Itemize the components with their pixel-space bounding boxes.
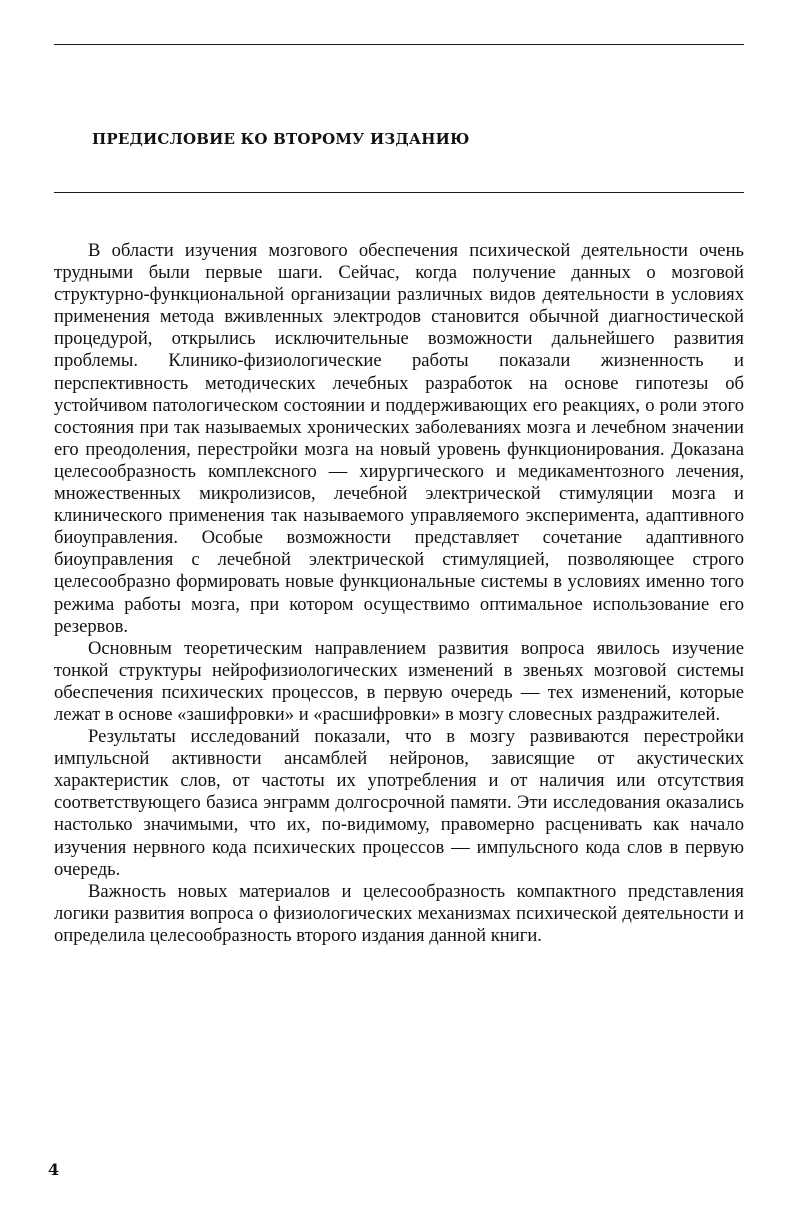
paragraph-2: Основным теоретическим направлением развития вопроса явилось изучение тонкой структуры нейрофизиологических изменений в звеньях мозговой системы обеспечения психических процессов, в первую очередь — тех изменений, которые лежат в основе «зашифровки» и «расшифровки» в мозгу словесных раздражителей. [54,637,744,725]
heading-rule [54,192,744,193]
section-heading: ПРЕДИСЛОВИЕ КО ВТОРОМУ ИЗДАНИЮ [92,130,470,148]
body-text [54,240,744,947]
paragraph-3: Результаты исследований показали, что в мозгу развиваются перестройки импульсной активности ансамблей нейронов, зависящие от акустических характеристик слов, от частоты их употребления и от наличия или отсутствия соответствующего базиса энграмм долгосрочной памяти. Эти исследования оказались настолько значимыми, что их, по-видимому, правомерно расценивать как начало изучения нервного кода психических процессов — импульсного кода слов в первую очередь. [54,726,744,880]
paragraph-1: В области изучения мозгового обеспечения психической деятельности очень трудными были первые шаги. Сейчас, когда получение данных о мозговой структурно-функциональной организации различных видов деятельности в условиях применения метода вживленных электродов становится обычной диагностической процедурой, открылись исключительные возможности дальнейшего развития проблемы. Клинико-физиологические работы показали жизненность и перспективность методических лечебных разработок на основе гипотезы об устойчивом патологическом состоянии и поддерживающих его реакциях, о роли этого состояния при так называемых хронических заболеваниях мозга и лечебном значении его преодоления, перестройки мозга на новый уровень функционирования. Доказана целесообразность комплексного — хирургического и медикаментозного лечения, множественных микролизисов, лечебной электрической стимуляции мозга и клинического применения так называемого управляемого эксперимента, адаптивного биоуправления. Особые возможности представляет сочетание адаптивного биоуправления с лечебной электрической стимуляцией, позволяющее строго целесообразно формировать новые функциональные системы в условиях именно того режима работы мозга, при котором осуществимо оптимальное использование его резервов. [54,240,744,637]
page-number: 4 [48,1160,60,1179]
top-rule [54,44,744,45]
paragraph-4: Важность новых материалов и целесообразность компактного представления логики развития вопроса о физиологических механизмах психической деятельности и определила целесообразность второго издания данной книги. [54,880,744,946]
